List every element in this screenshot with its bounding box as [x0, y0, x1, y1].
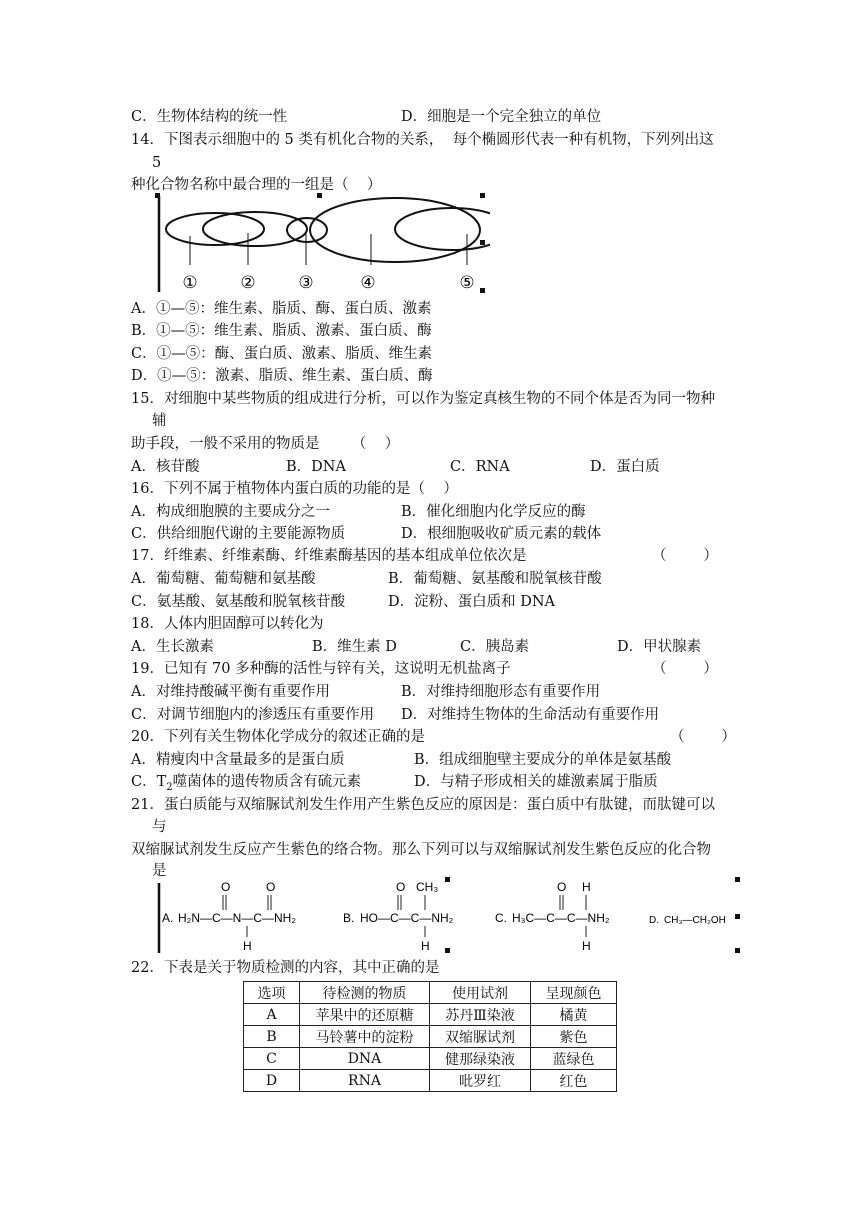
- q20-option-c-prefix: C．T: [131, 774, 167, 790]
- q16-option-d: D．根细胞吸收矿质元素的载体: [401, 526, 602, 542]
- cell-substance: 苹果中的还原糖: [300, 1004, 430, 1026]
- q20-answer-paren: （ ）: [670, 729, 736, 745]
- table-header-row: [244, 982, 617, 1004]
- q16-stem: 16．下列不属于植物体内蛋白质的功能的是（ ）: [131, 481, 458, 497]
- q14-stem-line1: 14．下图表示细胞中的 5 类有机化合物的关系， 每个椭圆形代表一种有机物，下列列出这: [131, 132, 714, 148]
- cell-color: 紫色: [531, 1026, 617, 1048]
- q21-structures-figure: [150, 875, 745, 955]
- structure-d-label: D.: [649, 915, 659, 926]
- cell-option: A: [244, 1004, 300, 1026]
- table-row: [244, 1004, 617, 1026]
- q21-stem-line4: 是: [152, 863, 167, 879]
- cell-substance: 马铃薯中的淀粉: [300, 1026, 430, 1048]
- q20-option-c: [131, 772, 361, 798]
- cell-option: B: [244, 1026, 300, 1048]
- q17-option-b: B．葡萄糖、氨基酸和脱氧核苷酸: [388, 571, 602, 587]
- q19-stem: 19．已知有 70 多种酶的活性与锌有关，这说明无机盐离子: [131, 661, 511, 677]
- structure-c-label: C.: [495, 911, 507, 925]
- structure-c-oxygen: O: [557, 880, 567, 894]
- structure-a-oxygen-2: O: [266, 880, 276, 894]
- q15-option-d: D．蛋白质: [590, 459, 660, 475]
- q14-stem-line3: 种化合物名称中最合理的一组是（ ）: [131, 177, 382, 193]
- diagram-label-3: ③: [298, 273, 314, 292]
- structure-b-methyl: CH₃: [416, 880, 439, 894]
- q15-option-a: A．核苷酸: [131, 459, 200, 475]
- q14-option-a: A．①—⑤：维生素、脂质、酶、蛋白质、激素: [131, 301, 432, 317]
- q17-stem: 17．纤维素、纤维素酶、纤维素酶基因的基本组成单位依次是: [131, 548, 527, 564]
- header-color: 呈现颜色: [531, 982, 617, 1004]
- cell-substance: DNA: [300, 1048, 430, 1070]
- structure-a-formula: H₂N—C—N—C—NH₂: [178, 911, 296, 925]
- q15-stem-line1: 15．对细胞中某些物质的组成进行分析，可以作为鉴定真核生物的不同个体是否为同一物种: [131, 391, 715, 407]
- q16-option-a: A．构成细胞膜的主要成分之一: [131, 504, 330, 520]
- structure-b-oxygen: O: [396, 880, 406, 894]
- table-row: [244, 1048, 617, 1070]
- structure-d-formula: CH₃—CH₂OH: [664, 915, 726, 926]
- q14-stem-line2: 5: [152, 155, 162, 171]
- cell-reagent: 吡罗红: [430, 1070, 531, 1092]
- diagram-label-5: ⑤: [459, 273, 475, 292]
- structure-c-hydrogen-top: H: [582, 880, 591, 894]
- q14-option-c: C．①—⑤：酶、蛋白质、激素、脂质、维生素: [131, 346, 433, 362]
- cell-color: 红色: [531, 1070, 617, 1092]
- q14-ellipse-diagram: [155, 192, 490, 295]
- structure-c-hydrogen-bottom: H: [582, 939, 591, 953]
- q18-option-b: B．维生素 D: [312, 639, 397, 655]
- table-row: [244, 1026, 617, 1048]
- q21-stem-line3: 双缩脲试剂发生反应产生紫色的络合物。那么下列可以与双缩脲试剂发生紫色反应的化合物: [131, 842, 711, 858]
- q20-option-c-text: 噬菌体的遗传物质含有硫元素: [172, 774, 362, 790]
- q16-option-b: B．催化细胞内化学反应的酶: [401, 504, 586, 520]
- q18-stem: 18．人体内胆固醇可以转化为: [131, 616, 324, 632]
- diagram-label-2: ②: [240, 273, 256, 292]
- header-reagent: 使用试剂: [430, 982, 531, 1004]
- cell-option: D: [244, 1070, 300, 1092]
- q17-option-c: C．氨基酸、氨基酸和脱氧核苷酸: [131, 594, 346, 610]
- q13-option-c: C．生物体结构的统一性: [131, 109, 288, 125]
- q14-option-b: B．①—⑤：维生素、脂质、激素、蛋白质、酶: [131, 323, 432, 339]
- q13-option-d: D．细胞是一个完全独立的单位: [401, 109, 602, 125]
- q20-option-b: B．组成细胞壁主要成分的单体是氨基酸: [414, 752, 672, 768]
- q14-option-d: D．①—⑤：激素、脂质、维生素、蛋白质、酶: [131, 368, 433, 384]
- q17-option-d: D．淀粉、蛋白质和 DNA: [388, 594, 556, 610]
- table-row: [244, 1070, 617, 1092]
- structure-c-formula: H₃C—C—C—NH₂: [512, 911, 610, 925]
- q19-option-b: B．对维持细胞形态有重要作用: [401, 684, 601, 700]
- q15-option-b: B．DNA: [286, 459, 346, 475]
- q17-answer-paren: （ ）: [652, 548, 718, 564]
- q22-stem: 22．下表是关于物质检测的内容，其中正确的是: [131, 960, 440, 976]
- q20-option-d: D．与精子形成相关的雄激素属于脂质: [414, 774, 658, 790]
- q18-option-c: C．胰岛素: [460, 639, 530, 655]
- cell-reagent: 健那绿染液: [430, 1048, 531, 1070]
- cell-color: 橘黄: [531, 1004, 617, 1026]
- q20-option-a: A．精瘦肉中含量最多的是蛋白质: [131, 752, 345, 768]
- structure-a-oxygen-1: O: [221, 880, 231, 894]
- q17-option-a: A．葡萄糖、葡萄糖和氨基酸: [131, 571, 316, 587]
- cell-substance: RNA: [300, 1070, 430, 1092]
- q20-stem: 20．下列有关生物体化学成分的叙述正确的是: [131, 729, 425, 745]
- q19-option-d: D．对维持生物体的生命活动有重要作用: [401, 707, 660, 723]
- q15-stem-line2: 辅: [152, 413, 167, 429]
- q19-option-c: C．对调节细胞内的渗透压有重要作用: [131, 707, 375, 723]
- q15-stem-line3: 助手段，一般不采用的物质是 （ ）: [131, 436, 400, 452]
- q21-stem-line1: 21．蛋白质能与双缩脲试剂发生作用产生紫色反应的原因是：蛋白质中有肽键，而肽键可以: [131, 797, 715, 813]
- q18-option-a: A．生长激素: [131, 639, 214, 655]
- diagram-label-4: ④: [360, 273, 376, 292]
- cell-option: C: [244, 1048, 300, 1070]
- structure-b-formula: HO—C—C—NH₂: [360, 911, 454, 925]
- cell-color: 蓝绿色: [531, 1048, 617, 1070]
- q18-option-d: D．甲状腺素: [617, 639, 702, 655]
- q19-option-a: A．对维持酸碱平衡有重要作用: [131, 684, 330, 700]
- q16-option-c: C．供给细胞代谢的主要能源物质: [131, 526, 346, 542]
- header-option: 选项: [244, 982, 300, 1004]
- diagram-label-1: ①: [182, 273, 198, 292]
- structure-b-hydrogen: H: [421, 939, 430, 953]
- q22-table: [243, 981, 617, 1092]
- structure-b-label: B.: [343, 911, 355, 925]
- structure-a-label: A.: [162, 911, 174, 925]
- cell-reagent: 苏丹Ⅲ染液: [430, 1004, 531, 1026]
- q21-stem-line2: 与: [152, 819, 167, 835]
- structure-a-hydrogen: H: [243, 939, 252, 953]
- q19-answer-paren: （ ）: [652, 661, 718, 677]
- q15-option-c: C．RNA: [450, 459, 510, 475]
- cell-reagent: 双缩脲试剂: [430, 1026, 531, 1048]
- q20-option-c-subscript: 2: [166, 781, 173, 793]
- header-substance: 待检测的物质: [300, 982, 430, 1004]
